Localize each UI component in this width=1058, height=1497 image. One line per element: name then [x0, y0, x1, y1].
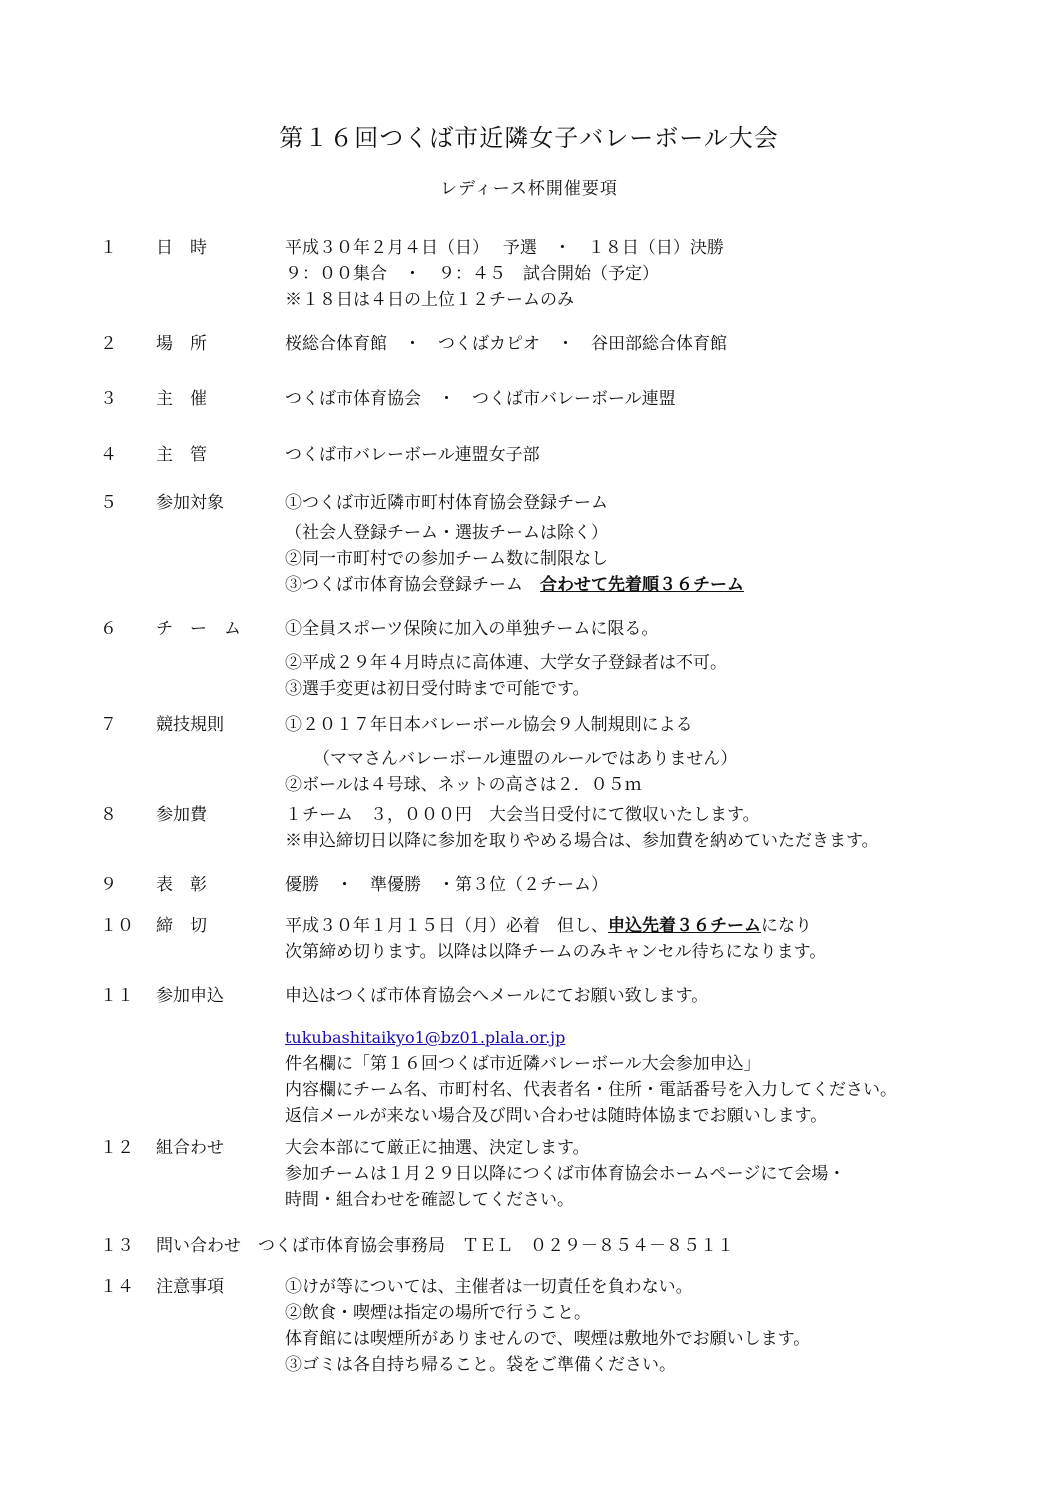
line-prefix: ③つくば市体育協会登録チーム — [285, 575, 540, 595]
section-body — [285, 331, 985, 357]
line-prefix: 平成３０年１月１５日（月）必着 但し、 — [285, 916, 608, 936]
section-number: ９ — [100, 875, 117, 895]
email-link[interactable]: tukubashitaikyo1@bz01.plala.or.jp — [285, 1028, 566, 1047]
body-line: ①２０１７年日本バレーボール協会９人制規則による — [285, 715, 693, 735]
document-title: 第１６回つくば市近隣女子バレーボール大会 — [279, 124, 779, 152]
section-label: 競技規則 — [156, 715, 224, 735]
body-line: ②平成２９年４月時点に高体連、大学女子登録者は不可。 — [285, 653, 727, 673]
section-number: １４ — [100, 1277, 134, 1297]
body-line: （ママさんバレーボール連盟のルールではありません） — [313, 749, 738, 769]
body-line — [285, 572, 985, 598]
body-line: ③選手変更は初日受付時まで可能です。 — [285, 679, 590, 699]
body-line — [285, 913, 985, 939]
section-number: ６ — [100, 619, 117, 639]
section-label: チ ー ム — [156, 619, 241, 639]
body-line: （社会人登録チーム・選抜チームは除く） — [285, 523, 608, 543]
document-subtitle: レディース杯開催要項 — [440, 179, 618, 199]
section-number: ５ — [100, 493, 117, 513]
section-number: ４ — [100, 445, 117, 465]
email-line — [285, 1025, 985, 1051]
section-label: 注意事項 — [156, 1277, 224, 1297]
section-body — [285, 872, 985, 898]
section-body — [285, 802, 985, 854]
body-line: つくば市体育協会 ・ つくば市バレーボール連盟 — [285, 389, 676, 409]
section-number: １２ — [100, 1138, 134, 1158]
body-line: 申込はつくば市体育協会へメールにてお願い致します。 — [285, 986, 709, 1006]
section-number: ３ — [100, 389, 117, 409]
section-label: 参加申込 — [156, 986, 224, 1006]
body-line: 内容欄にチーム名、市町村名、代表者名・住所・電話番号を入力してください。 — [285, 1080, 897, 1100]
section-label: 問い合わせ — [156, 1236, 241, 1256]
body-line: ※申込締切日以降に参加を取りやめる場合は、参加費を納めていただきます。 — [285, 831, 879, 851]
body-line: 体育館には喫煙所がありませんので、喫煙は敷地外でお願いします。 — [285, 1329, 811, 1349]
body-line: 返信メールが来ない場合及び問い合わせは随時体協までお願いします。 — [285, 1106, 828, 1126]
section-number: １ — [100, 238, 117, 258]
section-body — [285, 913, 985, 965]
section-number: １０ — [100, 916, 134, 936]
body-line: 優勝 ・ 準優勝 ・第３位（２チーム） — [285, 875, 608, 895]
section-body — [285, 386, 985, 412]
section-label: 場 所 — [156, 334, 207, 354]
section-body — [285, 983, 985, 1129]
emphasis-text: 合わせて先着順３６チーム — [540, 575, 744, 595]
section-label: 組合わせ — [156, 1138, 224, 1158]
body-line: つくば市体育協会事務局 ＴＥＬ ０２９－８５４－８５１１ — [258, 1236, 734, 1256]
section-body — [285, 235, 985, 313]
section-body — [285, 442, 985, 468]
section-number: １１ — [100, 986, 134, 1006]
section-number: １３ — [100, 1236, 134, 1256]
body-line: １チーム ３，０００円 大会当日受付にて徴収いたします。 — [285, 805, 760, 825]
body-line: ９：００集合 ・ ９：４５ 試合開始（予定） — [285, 264, 659, 284]
body-line: つくば市バレーボール連盟女子部 — [285, 445, 540, 465]
section-body — [258, 1233, 958, 1259]
section-body — [285, 1274, 985, 1378]
section-number: ２ — [100, 334, 117, 354]
section-number: ７ — [100, 715, 117, 735]
body-line: ②飲食・喫煙は指定の場所で行うこと。 — [285, 1303, 591, 1323]
section-label: 主 管 — [156, 445, 207, 465]
section-body — [285, 616, 985, 702]
body-line: ③ゴミは各自持ち帰ること。袋をご準備ください。 — [285, 1355, 676, 1375]
body-line: ①つくば市近隣市町村体育協会登録チーム — [285, 493, 608, 513]
section-body — [285, 1135, 985, 1213]
body-line: 件名欄に「第１６回つくば市近隣バレーボール大会参加申込」 — [285, 1054, 761, 1074]
section-body — [285, 490, 985, 598]
section-label: 締 切 — [156, 916, 207, 936]
section-label: 参加対象 — [156, 493, 224, 513]
body-line: 次第締め切ります。以降は以降チームのみキャンセル待ちになります。 — [285, 942, 827, 962]
section-label: 日 時 — [156, 238, 207, 258]
body-line: ②同一市町村での参加チーム数に制限なし — [285, 549, 608, 569]
body-line: ※１８日は４日の上位１２チームのみ — [285, 290, 574, 310]
section-body — [285, 712, 985, 798]
line-suffix: になり — [761, 916, 812, 936]
body-line: ①けが等については、主催者は一切責任を負わない。 — [285, 1277, 693, 1297]
section-label: 参加費 — [156, 805, 207, 825]
body-line: 時間・組合わせを確認してください。 — [285, 1190, 574, 1210]
section-label: 表 彰 — [156, 875, 207, 895]
body-line: ②ボールは４号球、ネットの高さは２．０５ｍ — [285, 775, 642, 795]
section-number: ８ — [100, 805, 117, 825]
body-line: 桜総合体育館 ・ つくばカピオ ・ 谷田部総合体育館 — [285, 334, 727, 354]
body-line: ①全員スポーツ保険に加入の単独チームに限る。 — [285, 619, 659, 639]
emphasis-text: 申込先着３６チーム — [608, 916, 761, 936]
body-line: 参加チームは１月２９日以降につくば市体育協会ホームページにて会場・ — [285, 1164, 846, 1184]
section-label: 主 催 — [156, 389, 207, 409]
body-line: 平成３０年２月４日（日） 予選 ・ １８日（日）決勝 — [285, 238, 724, 258]
body-line: 大会本部にて厳正に抽選、決定します。 — [285, 1138, 590, 1158]
